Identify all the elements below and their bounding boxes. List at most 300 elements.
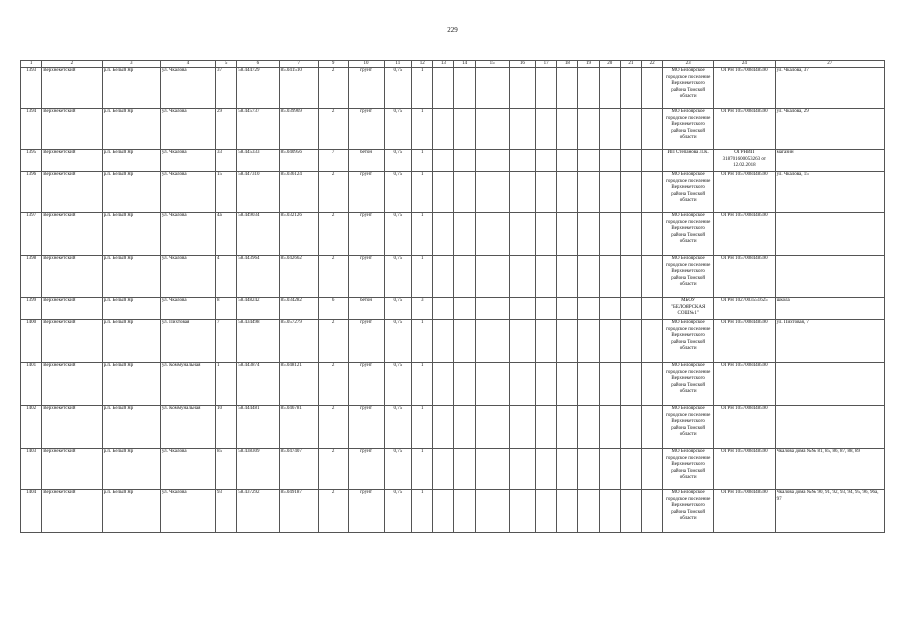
cell-empty bbox=[578, 406, 599, 449]
cell-empty bbox=[509, 363, 536, 406]
cell-empty bbox=[536, 363, 557, 406]
cell-empty bbox=[642, 172, 663, 213]
cell-area: 0,75 bbox=[384, 109, 412, 150]
cell-c9: 7 bbox=[318, 150, 348, 172]
cell-empty bbox=[475, 363, 509, 406]
cell-empty bbox=[599, 213, 620, 256]
cell-empty bbox=[509, 150, 536, 172]
cell-num: 1397 bbox=[21, 213, 42, 256]
cell-c9: 6 bbox=[318, 298, 348, 320]
cell-empty bbox=[454, 172, 475, 213]
cell-empty bbox=[536, 109, 557, 150]
cell-empty bbox=[557, 172, 578, 213]
cell-street: ул. Чкалова bbox=[160, 490, 215, 533]
cell-street: ул. Коммунальная bbox=[160, 406, 215, 449]
cell-empty bbox=[536, 449, 557, 490]
cell-district: Верхнекетский bbox=[42, 172, 102, 213]
cell-address: Чкалова дома №№ 81, 85, 86, 87, 88, 89 bbox=[775, 449, 884, 490]
cell-c12: 1 bbox=[412, 150, 433, 172]
cell-lat: 58.437292 bbox=[237, 490, 279, 533]
cell-house: 85 bbox=[216, 449, 237, 490]
cell-settlement: р.п. Белый Яр bbox=[102, 406, 160, 449]
cell-settlement: р.п. Белый Яр bbox=[102, 68, 160, 109]
cell-owner: МО Белоярское городское поселение Верхнекетского района Томской области bbox=[663, 320, 714, 363]
table-row bbox=[21, 449, 885, 490]
column-header: 17 bbox=[536, 61, 557, 68]
cell-house: 7 bbox=[216, 320, 237, 363]
cell-house: 33 bbox=[216, 150, 237, 172]
cell-owner: МО Белоярское городское поселение Верхнекетского района Томской области bbox=[663, 109, 714, 150]
column-header: 22 bbox=[642, 61, 663, 68]
cell-num: 1398 bbox=[21, 256, 42, 298]
cell-empty bbox=[454, 213, 475, 256]
cell-c12: 1 bbox=[412, 490, 433, 533]
cell-lat: 58.443964 bbox=[237, 256, 279, 298]
table-row bbox=[21, 68, 885, 109]
cell-district: Верхнекетский bbox=[42, 109, 102, 150]
cell-settlement: р.п. Белый Яр bbox=[102, 449, 160, 490]
cell-empty bbox=[620, 172, 641, 213]
cell-house: 37 bbox=[216, 68, 237, 109]
cell-empty bbox=[509, 109, 536, 150]
cell-empty bbox=[536, 320, 557, 363]
cell-empty bbox=[454, 256, 475, 298]
cell-street: ул. Коммунальная bbox=[160, 363, 215, 406]
cell-settlement: р.п. Белый Яр bbox=[102, 490, 160, 533]
cell-address: ул. Чкалова, 37 bbox=[775, 68, 884, 109]
cell-empty bbox=[509, 320, 536, 363]
cell-district: Верхнекетский bbox=[42, 150, 102, 172]
cell-empty bbox=[433, 172, 454, 213]
table-row bbox=[21, 490, 885, 533]
cell-owner: МО Белоярское городское поселение Верхнекетского района Томской области bbox=[663, 406, 714, 449]
cell-empty bbox=[454, 150, 475, 172]
cell-c9: 2 bbox=[318, 172, 348, 213]
cell-address: Чкалова дома №№ 90, 91, 92, 93, 94, 95, 96, 96а, 97 bbox=[775, 490, 884, 533]
cell-empty bbox=[433, 490, 454, 533]
cell-street: ул. Чкалова bbox=[160, 172, 215, 213]
cell-empty bbox=[642, 109, 663, 150]
cell-empty bbox=[599, 172, 620, 213]
cell-house: 10 bbox=[216, 406, 237, 449]
cell-lat: 58.447310 bbox=[237, 172, 279, 213]
cell-owner: МБОУ "БЕЛОЯРСКАЯ СОШ№1" bbox=[663, 298, 714, 320]
cell-empty bbox=[475, 68, 509, 109]
cell-street: ул. Чкалова bbox=[160, 150, 215, 172]
cell-street: ул. Чкалова bbox=[160, 68, 215, 109]
cell-empty bbox=[557, 363, 578, 406]
cell-ogrn: ОГРН 1057008448590 bbox=[714, 320, 775, 363]
cell-empty bbox=[620, 213, 641, 256]
cell-lon: 85.048121 bbox=[279, 363, 318, 406]
cell-empty bbox=[578, 490, 599, 533]
cell-empty bbox=[433, 298, 454, 320]
cell-c9: 2 bbox=[318, 68, 348, 109]
column-header: 19 bbox=[578, 61, 599, 68]
cell-lon: 85.036124 bbox=[279, 172, 318, 213]
cell-street: ул. Чкалова bbox=[160, 256, 215, 298]
cell-house: 1 bbox=[216, 363, 237, 406]
cell-empty bbox=[475, 256, 509, 298]
cell-street: ул. Чкалова bbox=[160, 213, 215, 256]
cell-empty bbox=[557, 150, 578, 172]
cell-empty bbox=[599, 320, 620, 363]
cell-empty bbox=[454, 109, 475, 150]
cell-empty bbox=[475, 150, 509, 172]
cell-address bbox=[775, 213, 884, 256]
cell-surface: грунт bbox=[348, 363, 384, 406]
cell-num: 1394 bbox=[21, 109, 42, 150]
cell-district: Верхнекетский bbox=[42, 363, 102, 406]
registry-table bbox=[20, 60, 885, 533]
cell-lon: 85.049187 bbox=[279, 490, 318, 533]
cell-area: 0,75 bbox=[384, 298, 412, 320]
cell-empty bbox=[475, 490, 509, 533]
cell-surface: грунт bbox=[348, 68, 384, 109]
cell-empty bbox=[433, 68, 454, 109]
cell-lat: 58.438309 bbox=[237, 449, 279, 490]
cell-c12: 1 bbox=[412, 363, 433, 406]
column-header: 23 bbox=[663, 61, 714, 68]
cell-surface: грунт bbox=[348, 406, 384, 449]
cell-ogrn: ОГРН 1057008448590 bbox=[714, 490, 775, 533]
cell-address bbox=[775, 256, 884, 298]
cell-empty bbox=[454, 320, 475, 363]
cell-area: 0,75 bbox=[384, 449, 412, 490]
cell-empty bbox=[475, 109, 509, 150]
cell-street: ул. Чкалова bbox=[160, 449, 215, 490]
cell-empty bbox=[557, 109, 578, 150]
cell-empty bbox=[536, 150, 557, 172]
cell-empty bbox=[599, 150, 620, 172]
cell-owner: МО Белоярское городское поселение Верхнекетского района Томской области bbox=[663, 172, 714, 213]
cell-settlement: р.п. Белый Яр bbox=[102, 109, 160, 150]
cell-empty bbox=[620, 406, 641, 449]
cell-ogrn: ОГРН 1057008448590 bbox=[714, 109, 775, 150]
cell-empty bbox=[578, 320, 599, 363]
column-header: 9 bbox=[318, 61, 348, 68]
cell-owner: МО Белоярское городское поселение Верхнекетского района Томской области bbox=[663, 363, 714, 406]
cell-empty bbox=[557, 256, 578, 298]
cell-district: Верхнекетский bbox=[42, 213, 102, 256]
cell-owner: МО Белоярское городское поселение Верхнекетского района Томской области bbox=[663, 213, 714, 256]
cell-settlement: р.п. Белый Яр bbox=[102, 213, 160, 256]
cell-empty bbox=[433, 213, 454, 256]
cell-lon: 85.047407 bbox=[279, 449, 318, 490]
table-body bbox=[21, 68, 885, 533]
cell-address: школа bbox=[775, 298, 884, 320]
cell-c12: 1 bbox=[412, 68, 433, 109]
column-header: 13 bbox=[433, 61, 454, 68]
cell-lat: 58.443874 bbox=[237, 363, 279, 406]
column-header: 7 bbox=[279, 61, 318, 68]
cell-address: ул. Чкалова, 29 bbox=[775, 109, 884, 150]
cell-empty bbox=[557, 213, 578, 256]
cell-empty bbox=[620, 449, 641, 490]
cell-empty bbox=[599, 256, 620, 298]
cell-empty bbox=[599, 363, 620, 406]
cell-district: Верхнекетский bbox=[42, 298, 102, 320]
cell-owner: ИП Степанова Л.К. bbox=[663, 150, 714, 172]
cell-empty bbox=[536, 298, 557, 320]
cell-empty bbox=[620, 298, 641, 320]
table-row bbox=[21, 298, 885, 320]
cell-c9: 2 bbox=[318, 490, 348, 533]
cell-empty bbox=[557, 298, 578, 320]
cell-num: 1399 bbox=[21, 298, 42, 320]
cell-empty bbox=[509, 490, 536, 533]
cell-empty bbox=[475, 406, 509, 449]
cell-empty bbox=[557, 68, 578, 109]
cell-empty bbox=[454, 449, 475, 490]
column-header: 3 bbox=[102, 61, 160, 68]
cell-num: 1393 bbox=[21, 68, 42, 109]
cell-street: ул. Пихтовая bbox=[160, 320, 215, 363]
cell-empty bbox=[433, 406, 454, 449]
cell-empty bbox=[642, 406, 663, 449]
table-row bbox=[21, 256, 885, 298]
cell-num: 1400 bbox=[21, 320, 42, 363]
cell-area: 0,75 bbox=[384, 172, 412, 213]
cell-district: Верхнекетский bbox=[42, 490, 102, 533]
cell-c12: 1 bbox=[412, 449, 433, 490]
cell-district: Верхнекетский bbox=[42, 256, 102, 298]
cell-ogrn: ОГРН 1057008448590 bbox=[714, 363, 775, 406]
cell-lat: 58.445737 bbox=[237, 109, 279, 150]
cell-empty bbox=[642, 213, 663, 256]
cell-empty bbox=[578, 298, 599, 320]
cell-empty bbox=[557, 490, 578, 533]
column-header: 5 bbox=[216, 61, 237, 68]
cell-district: Верхнекетский bbox=[42, 320, 102, 363]
cell-surface: грунт bbox=[348, 109, 384, 150]
cell-empty bbox=[642, 150, 663, 172]
cell-c12: 1 bbox=[412, 320, 433, 363]
cell-c12: 1 bbox=[412, 213, 433, 256]
cell-c9: 2 bbox=[318, 109, 348, 150]
cell-lat: 58.444481 bbox=[237, 406, 279, 449]
cell-lon: 85.046781 bbox=[279, 406, 318, 449]
cell-area: 0,75 bbox=[384, 363, 412, 406]
cell-empty bbox=[536, 490, 557, 533]
cell-empty bbox=[536, 213, 557, 256]
cell-surface: бетон bbox=[348, 298, 384, 320]
cell-ogrn: ОГРНИП 318701600053263 от 12.02.2018 bbox=[714, 150, 775, 172]
cell-empty bbox=[557, 320, 578, 363]
table-row bbox=[21, 363, 885, 406]
cell-empty bbox=[620, 109, 641, 150]
cell-surface: грунт bbox=[348, 256, 384, 298]
cell-settlement: р.п. Белый Яр bbox=[102, 298, 160, 320]
cell-area: 0,75 bbox=[384, 490, 412, 533]
cell-empty bbox=[475, 298, 509, 320]
cell-lat: 58.434498 bbox=[237, 320, 279, 363]
table-row bbox=[21, 109, 885, 150]
cell-surface: грунт bbox=[348, 490, 384, 533]
cell-surface: грунт bbox=[348, 172, 384, 213]
cell-ogrn: ОГРН 1057008448590 bbox=[714, 449, 775, 490]
column-header: 14 bbox=[454, 61, 475, 68]
cell-empty bbox=[433, 363, 454, 406]
cell-empty bbox=[578, 150, 599, 172]
cell-empty bbox=[475, 449, 509, 490]
cell-empty bbox=[433, 256, 454, 298]
cell-c9: 2 bbox=[318, 320, 348, 363]
cell-num: 1403 bbox=[21, 449, 42, 490]
cell-lon: 85.057279 bbox=[279, 320, 318, 363]
cell-ogrn: ОГРН 1057008448590 bbox=[714, 406, 775, 449]
cell-empty bbox=[557, 449, 578, 490]
cell-num: 1401 bbox=[21, 363, 42, 406]
cell-lon: 85.034282 bbox=[279, 298, 318, 320]
cell-empty bbox=[599, 109, 620, 150]
cell-num: 1396 bbox=[21, 172, 42, 213]
column-header: 1 bbox=[21, 61, 42, 68]
cell-c12: 1 bbox=[412, 109, 433, 150]
cell-empty bbox=[454, 68, 475, 109]
cell-house: 8 bbox=[216, 298, 237, 320]
cell-empty bbox=[536, 406, 557, 449]
cell-empty bbox=[509, 298, 536, 320]
column-header: 4 bbox=[160, 61, 215, 68]
table-header-row bbox=[21, 61, 885, 68]
cell-ogrn: ОГРН 1027003551625 bbox=[714, 298, 775, 320]
cell-empty bbox=[509, 406, 536, 449]
table-row bbox=[21, 172, 885, 213]
cell-house: 29 bbox=[216, 109, 237, 150]
cell-surface: грунт bbox=[348, 320, 384, 363]
cell-lon: 85.039969 bbox=[279, 109, 318, 150]
cell-settlement: р.п. Белый Яр bbox=[102, 320, 160, 363]
cell-empty bbox=[578, 109, 599, 150]
column-header: 21 bbox=[620, 61, 641, 68]
column-header: 18 bbox=[557, 61, 578, 68]
cell-empty bbox=[620, 68, 641, 109]
cell-empty bbox=[578, 68, 599, 109]
cell-lon: 85.032126 bbox=[279, 213, 318, 256]
cell-area: 0,75 bbox=[384, 256, 412, 298]
cell-empty bbox=[578, 172, 599, 213]
column-header: 15 bbox=[475, 61, 509, 68]
cell-house: 93 bbox=[216, 490, 237, 533]
table-row bbox=[21, 320, 885, 363]
cell-lat: 58.448242 bbox=[237, 298, 279, 320]
cell-empty bbox=[599, 449, 620, 490]
cell-empty bbox=[509, 68, 536, 109]
cell-empty bbox=[509, 449, 536, 490]
table-row bbox=[21, 150, 885, 172]
column-header: 6 bbox=[237, 61, 279, 68]
cell-ogrn: ОГРН 1057008448590 bbox=[714, 68, 775, 109]
cell-street: ул. Чкалова bbox=[160, 298, 215, 320]
column-header: 11 bbox=[384, 61, 412, 68]
cell-lon: 85.040956 bbox=[279, 150, 318, 172]
cell-house: 4 bbox=[216, 256, 237, 298]
cell-lon: 85.042662 bbox=[279, 256, 318, 298]
cell-empty bbox=[557, 406, 578, 449]
column-header: 20 bbox=[599, 61, 620, 68]
cell-empty bbox=[475, 172, 509, 213]
cell-empty bbox=[642, 256, 663, 298]
cell-ogrn: ОГРН 1057008448590 bbox=[714, 256, 775, 298]
page-number: 229 bbox=[447, 26, 458, 34]
column-header: 16 bbox=[509, 61, 536, 68]
cell-empty bbox=[620, 150, 641, 172]
column-header: 2 bbox=[42, 61, 102, 68]
cell-surface: грунт bbox=[348, 213, 384, 256]
cell-surface: бетон bbox=[348, 150, 384, 172]
cell-empty bbox=[642, 320, 663, 363]
cell-owner: МО Белоярское городское поселение Верхнекетского района Томской области bbox=[663, 490, 714, 533]
cell-lat: 58.444729 bbox=[237, 68, 279, 109]
cell-settlement: р.п. Белый Яр bbox=[102, 150, 160, 172]
cell-owner: МО Белоярское городское поселение Верхнекетского района Томской области bbox=[663, 256, 714, 298]
cell-num: 1395 bbox=[21, 150, 42, 172]
cell-c9: 2 bbox=[318, 406, 348, 449]
cell-empty bbox=[536, 256, 557, 298]
cell-empty bbox=[509, 172, 536, 213]
cell-empty bbox=[454, 406, 475, 449]
cell-ogrn: ОГРН 1057008448590 bbox=[714, 172, 775, 213]
cell-owner: МО Белоярское городское поселение Верхнекетского района Томской области bbox=[663, 68, 714, 109]
column-header: 24 bbox=[714, 61, 775, 68]
cell-area: 0,75 bbox=[384, 68, 412, 109]
cell-c12: 1 bbox=[412, 172, 433, 213]
cell-area: 0,75 bbox=[384, 213, 412, 256]
cell-c12: 1 bbox=[412, 256, 433, 298]
cell-district: Верхнекетский bbox=[42, 68, 102, 109]
cell-empty bbox=[433, 109, 454, 150]
column-header: 27 bbox=[775, 61, 884, 68]
cell-empty bbox=[454, 298, 475, 320]
cell-empty bbox=[642, 449, 663, 490]
cell-lat: 58.449034 bbox=[237, 213, 279, 256]
cell-empty bbox=[620, 490, 641, 533]
cell-c9: 2 bbox=[318, 449, 348, 490]
cell-empty bbox=[433, 150, 454, 172]
cell-ogrn: ОГРН 1057008448590 bbox=[714, 213, 775, 256]
cell-empty bbox=[509, 256, 536, 298]
cell-empty bbox=[599, 490, 620, 533]
cell-c12: 3 bbox=[412, 298, 433, 320]
cell-empty bbox=[454, 363, 475, 406]
cell-empty bbox=[620, 363, 641, 406]
cell-house: 4а bbox=[216, 213, 237, 256]
cell-surface: грунт bbox=[348, 449, 384, 490]
column-header: 10 bbox=[348, 61, 384, 68]
cell-empty bbox=[578, 256, 599, 298]
column-header: 12 bbox=[412, 61, 433, 68]
cell-empty bbox=[578, 363, 599, 406]
cell-address: ул. Пихтовая, 7 bbox=[775, 320, 884, 363]
cell-empty bbox=[433, 320, 454, 363]
cell-address bbox=[775, 406, 884, 449]
cell-empty bbox=[475, 320, 509, 363]
cell-empty bbox=[433, 449, 454, 490]
cell-area: 0,75 bbox=[384, 406, 412, 449]
cell-area: 0,75 bbox=[384, 320, 412, 363]
table-row bbox=[21, 406, 885, 449]
cell-address: магазин bbox=[775, 150, 884, 172]
cell-lat: 58.445333 bbox=[237, 150, 279, 172]
cell-empty bbox=[475, 213, 509, 256]
cell-empty bbox=[642, 490, 663, 533]
cell-empty bbox=[536, 68, 557, 109]
cell-empty bbox=[642, 363, 663, 406]
cell-owner: МО Белоярское городское поселение Верхнекетского района Томской области bbox=[663, 449, 714, 490]
cell-c9: 2 bbox=[318, 363, 348, 406]
cell-empty bbox=[620, 320, 641, 363]
